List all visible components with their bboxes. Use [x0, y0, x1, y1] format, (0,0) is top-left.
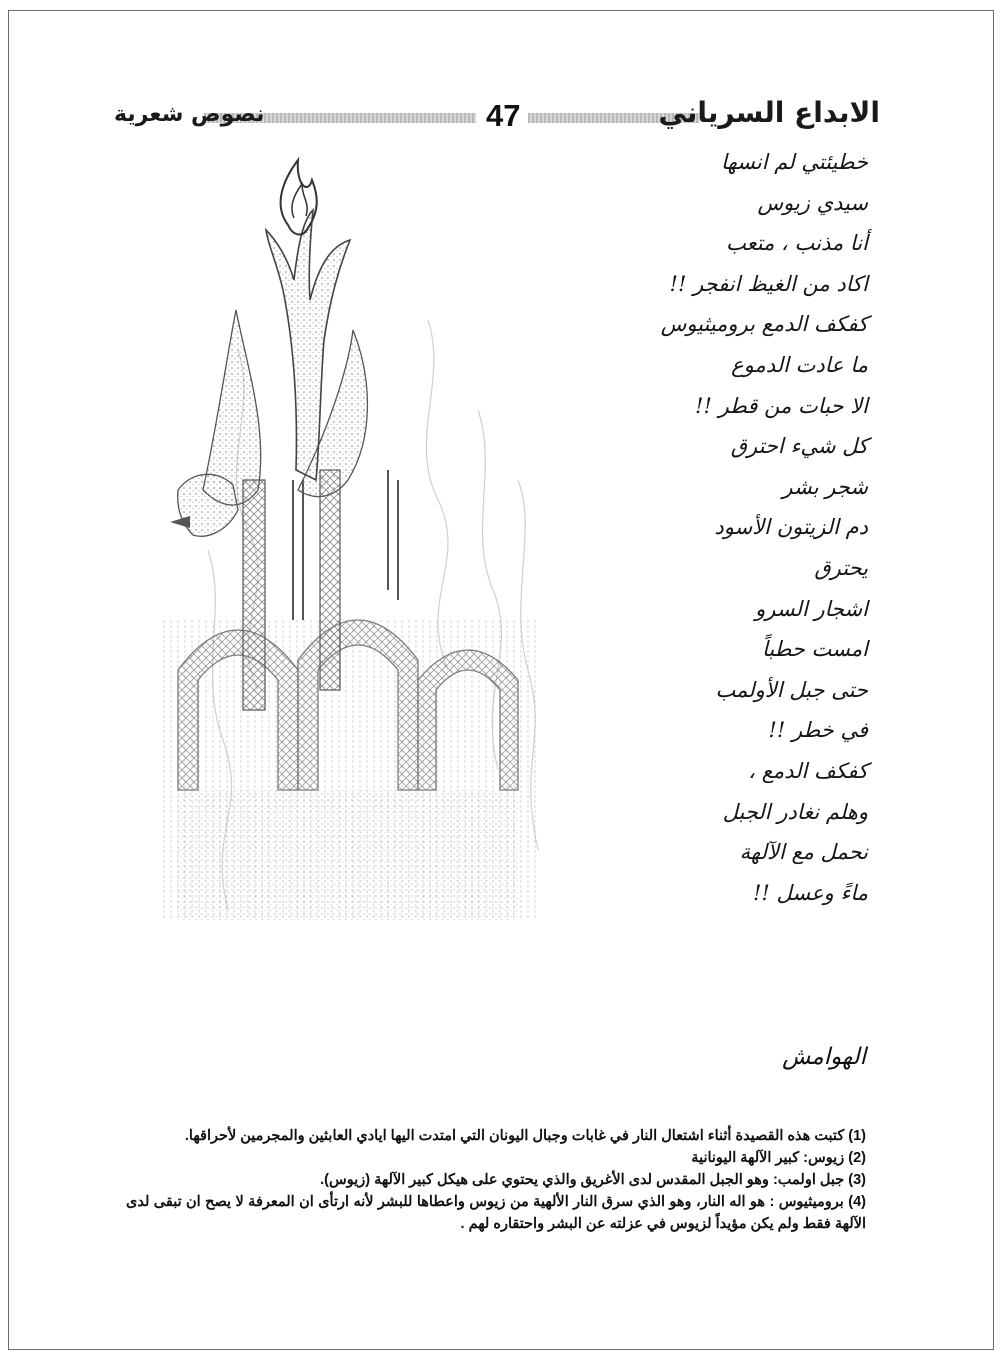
poem-line: أنا مذنب ، متعب	[726, 231, 868, 256]
poem-line: سيدي زيوس	[757, 190, 868, 215]
poem-line: خطيئتي لم انسها	[721, 150, 868, 174]
footnote-item: (1) كتبت هذه القصيدة أثناء اشتعال النار في غابات وجبال اليونان التي امتدت اليها ايادي العابثين والمجرمين لأحراقها.	[184, 1128, 866, 1144]
footnotes-heading: الهوامش	[782, 1044, 866, 1070]
footnote-item: (2) زيوس: كبير الآلهة اليونانية	[691, 1150, 866, 1166]
poem-line: ما عادت الدموع	[731, 352, 868, 377]
poem-line: اكاد من الغيظ انفجر !!	[669, 271, 868, 296]
poem-line: يحترق	[814, 555, 868, 580]
poem	[508, 142, 868, 913]
footnote-item: (3) جبل اولمب: وهو الجبل المقدس لدى الأغريق والذي يحتوي على هيكل كبير الآلهة (زيوس).	[320, 1172, 866, 1188]
poem-line: كفكف الدمع بروميثيوس	[660, 312, 868, 337]
poem-line: حتى جبل الأولمب	[715, 677, 868, 702]
footnote-item: (4) بروميثيوس : هو اله النار، وهو الذي سرق النار الألهية من زيوس واعطاها للبشر لأنه ارتأى ان المعرفة لا يصح ان تبقى لدى الآلهة فقط ولم يكن مؤيداً لزيوس في عزلته عن البشر واحتقاره لهم .	[126, 1194, 866, 1232]
poem-line: في خطر !!	[768, 718, 868, 743]
poem-line: الا حبات من قطر !!	[695, 393, 868, 418]
poem-line: كفكف الدمع ،	[748, 758, 868, 783]
footnotes	[126, 1125, 866, 1235]
magazine-title: الابداع السرياني	[658, 96, 880, 129]
section-title: نصوص شعرية	[114, 102, 265, 127]
poem-line: اشجار السرو	[755, 596, 868, 621]
poem-line: وهلم نغادر الجبل	[722, 799, 868, 824]
poem-line: شجر بشر	[782, 474, 868, 499]
poem-line: ماءً وعسل !!	[752, 880, 868, 905]
poem-line: دم الزيتون الأسود	[714, 515, 868, 540]
poem-line: كل شيء احترق	[730, 434, 868, 459]
page-number: 47	[486, 98, 521, 133]
poem-line: نحمل مع الآلهة	[739, 840, 868, 865]
poem-line: امست حطباً	[761, 637, 868, 662]
